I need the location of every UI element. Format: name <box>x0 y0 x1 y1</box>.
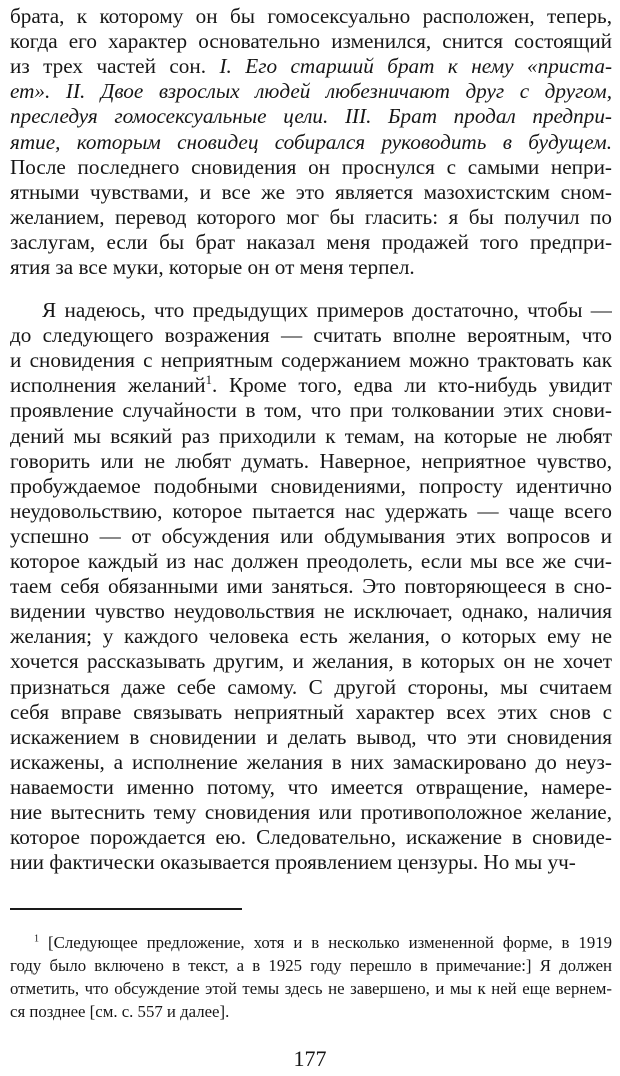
text-run: которое порождается ею. Следовательно, искажение в сновиде- <box>10 825 612 850</box>
text-run: брата, к которому он бы гомосексуально расположен, теперь, <box>10 4 612 28</box>
text-run: желанием, перевод которого мог бы гласить: я бы получил по <box>10 204 612 229</box>
text-line <box>10 130 612 155</box>
text-line <box>10 775 612 800</box>
text-line <box>10 825 612 850</box>
text-run: успешно — от обсуждения или обдумывания этих вопросов и <box>10 523 612 548</box>
italic-text-run: преследуя гомосексуальные цели. III. Брат продал предпри- <box>10 104 612 129</box>
text-line <box>10 624 612 649</box>
text-line <box>10 54 612 79</box>
text-line <box>10 373 612 398</box>
text-run: [Следующее предложение, хотя и в несколько измененной форме, в 1919 <box>39 933 612 952</box>
text-line <box>10 649 612 674</box>
text-line <box>10 524 612 549</box>
footnote-line <box>34 932 612 954</box>
text-line <box>10 850 612 875</box>
italic-text-run: ятие, которым сновидец собирался руководить в будущем. <box>10 129 612 154</box>
text-line <box>10 104 612 129</box>
page-number: 177 <box>293 1046 327 1071</box>
text-line <box>10 574 612 599</box>
text-line <box>10 4 612 29</box>
text-line <box>10 79 612 104</box>
text-run: до следующего возражения — считать вполне вероятным, что <box>10 323 612 348</box>
text-line <box>10 800 612 825</box>
text-line <box>10 700 612 725</box>
text-line <box>10 549 612 574</box>
text-run: и сновидения с неприятным содержанием можно трактовать как <box>10 348 612 373</box>
text-run: ние вытеснить тему сновидения или противоположное желание, <box>10 800 612 824</box>
text-run: из трех частей сон. <box>10 54 220 79</box>
text-line <box>10 348 612 373</box>
text-run: проявление случайности в том, что при толковании этих снови- <box>10 398 612 423</box>
text-run: году было включено в текст, а в 1925 году перешло в примечание:] Я должен <box>10 956 612 975</box>
text-run: ятными чувствами, и все же это является мазохистским сном- <box>10 179 612 204</box>
footnote-separator <box>10 908 242 910</box>
text-line <box>10 499 612 524</box>
text-run: . Кроме того, едва ли кто-нибудь увидит <box>211 373 612 398</box>
text-run: наваемости именно потому, что имеется отвращение, намере- <box>10 774 612 799</box>
text-line <box>10 599 612 624</box>
text-line <box>10 474 612 499</box>
text-run: когда его характер основательно изменился, снится состоящий <box>10 29 612 54</box>
text-line <box>10 750 612 775</box>
text-line <box>42 298 612 323</box>
footnote-line <box>10 955 612 977</box>
text-line <box>10 323 612 348</box>
text-line <box>10 398 612 423</box>
text-run: ятия за все муки, которые он от меня терпел. <box>10 255 415 279</box>
footnote-line <box>10 978 612 1000</box>
text-run: себя вправе связывать неприятный характер всех этих снов с <box>10 699 612 724</box>
text-run: видении чувство неудовольствия не исключает, однако, наличия <box>10 599 612 624</box>
footnote-marker: 1 <box>34 933 40 945</box>
text-run: признаться даже себе самому. С другой стороны, мы считаем <box>10 674 612 699</box>
text-line <box>10 180 612 205</box>
italic-text-run: I. Его старший брат к нему «приста- <box>219 54 612 79</box>
text-line <box>10 424 612 449</box>
text-run: искажением в сновидении и делать вывод, что эти сновидения <box>10 724 612 749</box>
footnote-reference: 1 <box>205 373 212 388</box>
text-run: таем себя обязанными ими заняться. Это повторяющееся в сно- <box>10 574 612 599</box>
text-line <box>10 230 612 255</box>
text-run: исполнения желаний <box>10 373 206 398</box>
text-run: хочется рассказывать другим, и желания, в которых он не хочет <box>10 649 612 674</box>
text-run: дений мы всякий раз приходили к темам, на которые не любят <box>10 423 612 448</box>
footnote-line <box>10 1001 612 1023</box>
text-run: ся позднее [см. с. 557 и далее]. <box>10 1002 230 1021</box>
text-run: искажены, а исполнение желания в них замаскировано до неуз- <box>10 749 612 774</box>
text-run: желания; у каждого человека есть желания, о которых ему не <box>10 624 612 649</box>
text-line <box>10 675 612 700</box>
italic-text-run: ет». II. Двое взрослых людей любезничают друг с другом, <box>10 79 612 104</box>
text-line <box>10 725 612 750</box>
text-run: неудовольствию, которое пытается нас удержать — чаще всего <box>10 498 612 523</box>
text-run: говорить или не любят думать. Наверное, неприятное чувство, <box>10 448 612 473</box>
text-line <box>10 205 612 230</box>
text-run: После последнего сновидения он проснулся с самыми непри- <box>10 154 612 179</box>
text-run: которое каждый из нас должен преодолеть, если мы все же счи- <box>10 549 612 573</box>
text-line <box>10 449 612 474</box>
text-line <box>10 255 612 280</box>
text-run: пробуждаемое подобными сновидениями, попросту идентично <box>10 473 612 498</box>
text-run: Я надеюсь, что предыдущих примеров достаточно, чтобы — <box>42 298 612 322</box>
text-run: нии фактически оказывается проявлением цензуры. Но мы уч- <box>10 850 576 875</box>
text-line <box>10 29 612 54</box>
text-line <box>10 155 612 180</box>
text-run: заслугам, если бы брат наказал меня продажей того предпри- <box>10 229 612 254</box>
text-run: отметить, что обсуждение этой темы здесь не завершено, и мы к ней еще вернем- <box>10 979 612 998</box>
